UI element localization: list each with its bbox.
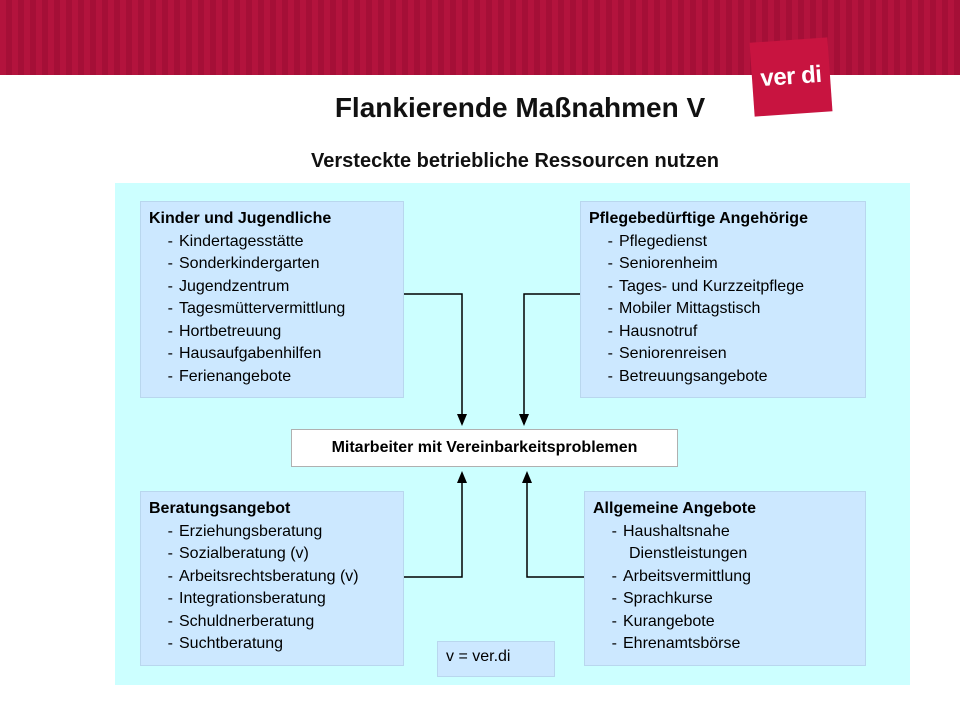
arrowhead-allgemein xyxy=(522,471,532,483)
arrowhead-pflege xyxy=(519,414,529,426)
list-item: - Tagesmüttervermittlung xyxy=(167,300,346,317)
list-item: - Seniorenheim xyxy=(607,255,718,272)
list-item: - Erziehungsberatung xyxy=(167,522,323,540)
list-item: - Seniorenreisen xyxy=(607,345,727,362)
list-item: - Tages- und Kurzzeitpflege xyxy=(607,277,804,295)
list-item: - Ehrenamtsbörse xyxy=(611,635,741,652)
list-item: - Pflegedienst xyxy=(607,232,708,250)
list-item: - Integrationsberatung xyxy=(167,590,326,607)
box-heading: Pflegebedürftige Angehörige xyxy=(589,210,808,227)
list-item: - Schuldnerberatung xyxy=(167,612,315,630)
legend-note: v = ver.di xyxy=(437,641,555,677)
arrow-kinder xyxy=(404,294,462,424)
arrow-pflege xyxy=(524,294,580,424)
center-node: Mitarbeiter mit Vereinbarkeitsproblemen xyxy=(291,429,678,467)
list-item: - Suchtberatung xyxy=(167,635,284,652)
list-item: - Sozialberatung (v) xyxy=(167,545,309,562)
list-item: - Jugendzentrum xyxy=(167,277,290,295)
list-item: - Arbeitsrechtsberatung (v) xyxy=(167,567,359,585)
list-item: - Hortbetreuung xyxy=(167,322,282,340)
page-subtitle: Versteckte betriebliche Ressourcen nutzen xyxy=(311,150,719,172)
list-item: - Ferienangebote xyxy=(167,367,292,385)
list-item: - Arbeitsvermittlung xyxy=(611,567,752,585)
arrow-allgemein xyxy=(527,474,584,577)
list-item: - Hausaufgabenhilfen xyxy=(167,345,322,362)
arrow-beratung xyxy=(404,474,462,577)
list-item: - Hausnotruf xyxy=(607,322,698,340)
list-item: - Sprachkurse xyxy=(611,590,713,607)
box-heading: Allgemeine Angebote xyxy=(593,500,756,517)
list-item: - Mobiler Mittagstisch xyxy=(607,300,761,317)
list-item: - Betreuungsangebote xyxy=(607,367,768,385)
list-item: - Sonderkindergarten xyxy=(167,255,320,272)
list-item: - Haushaltsnahe xyxy=(611,522,730,540)
page-title: Flankierende Maßnahmen V xyxy=(334,92,706,123)
list-item: - Kurangebote xyxy=(611,612,715,630)
arrowhead-kinder xyxy=(457,414,467,426)
box-heading: Beratungsangebot xyxy=(149,500,291,517)
list-item: - Kindertagesstätte xyxy=(167,232,304,250)
logo-text: ver di xyxy=(759,60,823,93)
box-heading: Kinder und Jugendliche xyxy=(149,210,332,227)
arrowhead-beratung xyxy=(457,471,467,483)
list-item-continuation: Dienstleistungen xyxy=(629,545,748,562)
